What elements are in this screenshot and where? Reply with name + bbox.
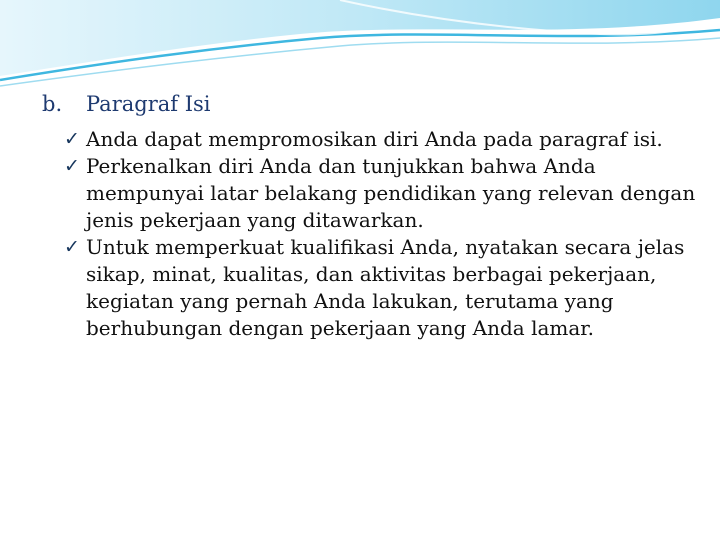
checkmark-icon: ✓: [64, 128, 80, 150]
checkmark-icon: ✓: [64, 155, 80, 177]
list-item: [64, 126, 704, 153]
list-item: [64, 153, 704, 234]
bullet-text: Anda dapat mempromosikan diri Anda pada paragraf isi.: [86, 127, 663, 151]
bullet-text: Perkenalkan diri Anda dan tunjukkan bahwa Anda mempunyai latar belakang pendidikan yang relevan dengan jenis pekerjaan yang ditawarkan.: [86, 154, 696, 232]
checkmark-icon: ✓: [64, 236, 80, 258]
bullet-list: [64, 126, 704, 342]
heading-text: Paragraf Isi: [86, 92, 211, 116]
heading-marker: b.: [42, 92, 63, 116]
section-heading: [42, 90, 211, 118]
bullet-text: Untuk memperkuat kualifikasi Anda, nyatakan secara jelas sikap, minat, kualitas, dan aktivitas berbagai pekerjaan, kegiatan yang pernah Anda lakukan, terutama yang berhubungan dengan pekerjaan yang Anda lamar.: [86, 235, 685, 340]
list-item: [64, 234, 704, 342]
